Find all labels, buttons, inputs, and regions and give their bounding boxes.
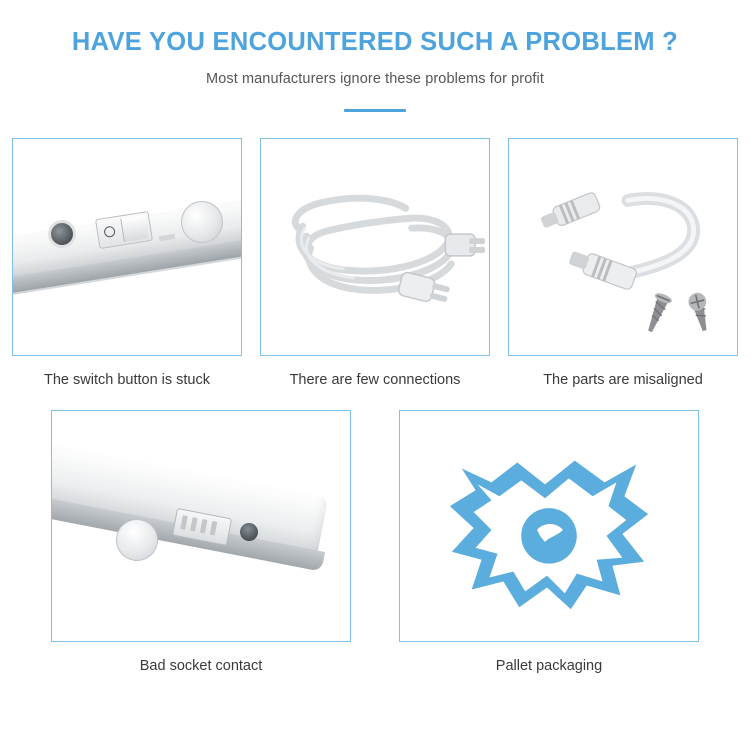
card-row-top bbox=[0, 138, 750, 388]
page-header bbox=[0, 0, 750, 112]
screw-icon bbox=[687, 291, 714, 333]
damaged-package-icon bbox=[400, 411, 698, 641]
coiled-cable-icon bbox=[261, 139, 489, 355]
plug-icon bbox=[445, 234, 485, 256]
plug-icon bbox=[397, 271, 451, 306]
card-caption: Pallet packaging bbox=[495, 658, 603, 674]
card-image-frame bbox=[260, 138, 490, 356]
page-title: HAVE YOU ENCOUNTERED SUCH A PROBLEM ? bbox=[71, 28, 679, 56]
card-caption: The switch button is stuck bbox=[43, 372, 210, 388]
title-divider bbox=[344, 109, 406, 112]
card-caption: There are few connections bbox=[289, 372, 461, 388]
page-subtitle: Most manufacturers ignore these problems for profit bbox=[206, 71, 544, 87]
card-caption: The parts are misaligned bbox=[543, 372, 703, 388]
connector-left bbox=[539, 191, 602, 232]
card-row-bottom bbox=[0, 410, 750, 674]
screw-icon bbox=[642, 291, 673, 334]
connector-and-screws-icon bbox=[509, 139, 737, 355]
card-image-frame bbox=[399, 410, 699, 642]
card-image-frame bbox=[12, 138, 242, 356]
problem-card bbox=[51, 410, 351, 674]
problem-card bbox=[260, 138, 490, 388]
card-image-frame bbox=[51, 410, 351, 642]
problem-card bbox=[508, 138, 738, 388]
card-caption: Bad socket contact bbox=[139, 658, 263, 674]
problem-card bbox=[12, 138, 242, 388]
problem-card bbox=[399, 410, 699, 674]
card-image-frame bbox=[508, 138, 738, 356]
connector-right bbox=[567, 247, 638, 291]
